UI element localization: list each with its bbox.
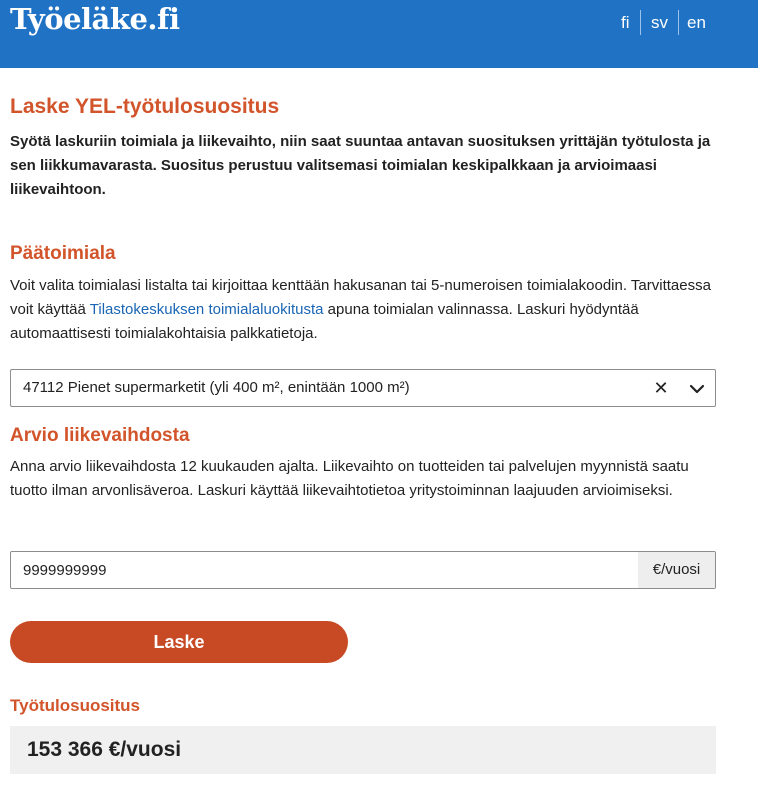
page-title: Laske YEL-työtulosuositus — [10, 95, 280, 118]
lang-divider — [640, 10, 641, 35]
clear-icon[interactable]: ✕ — [653, 378, 669, 398]
result-box — [10, 726, 716, 774]
revenue-input-group — [10, 551, 716, 589]
lang-fi-link[interactable]: fi — [621, 13, 630, 32]
chevron-down-icon[interactable] — [687, 379, 707, 399]
site-header — [0, 0, 758, 68]
industry-selected-value: 47112 Pienet supermarketit (yli 400 m², enintään 1000 m²) — [23, 379, 410, 396]
calculate-button[interactable]: Laske — [10, 621, 348, 663]
intro-text: Syötä laskuriin toimiala ja liikevaihto, niin saat suuntaa antavan suosituksen yrittäjän työtulosta ja sen liikkumavarasta. Suositus perustuu valitsemasi toimialan keskipalkkaan ja arvioimaasi liikevaihtoon. — [10, 133, 711, 198]
result-title: Työtulosuositus — [10, 696, 141, 715]
industry-heading: Päätoimiala — [10, 243, 116, 264]
classification-link[interactable]: Tilastokeskuksen toimialaluokitusta — [89, 301, 324, 318]
result-value: 153 366 €/vuosi — [27, 738, 182, 761]
revenue-description: Anna arvio liikevaihdosta 12 kuukauden ajalta. Liikevaihto on tuotteiden tai palvelujen myynnistä saatu tuotto ilman arvonlisäveroa. Laskuri käyttää liikevaihtotietoa yritystoiminnan laajuuden arvioimiseksi. — [10, 458, 689, 499]
revenue-unit-addon: €/vuosi — [638, 552, 715, 588]
lang-sv-link[interactable]: sv — [651, 13, 668, 32]
lang-divider — [678, 10, 679, 35]
industry-description: Voit valita toimialasi listalta tai kirjoittaa kenttään hakusanan tai 5-numeroisen toimialakoodin. Tarvittaessa voit käyttää Tilastokeskuksen toimialaluokitusta apuna toimialan valinnassa. Laskuri hyödyntää automaattisesti toimialakohtaisia palkkatietoja. — [10, 277, 711, 342]
site-logo[interactable]: Työeläke.fi — [10, 2, 180, 36]
lang-en-link[interactable]: en — [687, 13, 706, 32]
industry-select[interactable] — [10, 369, 716, 407]
revenue-input[interactable] — [11, 552, 639, 588]
revenue-heading: Arvio liikevaihdosta — [10, 425, 190, 446]
